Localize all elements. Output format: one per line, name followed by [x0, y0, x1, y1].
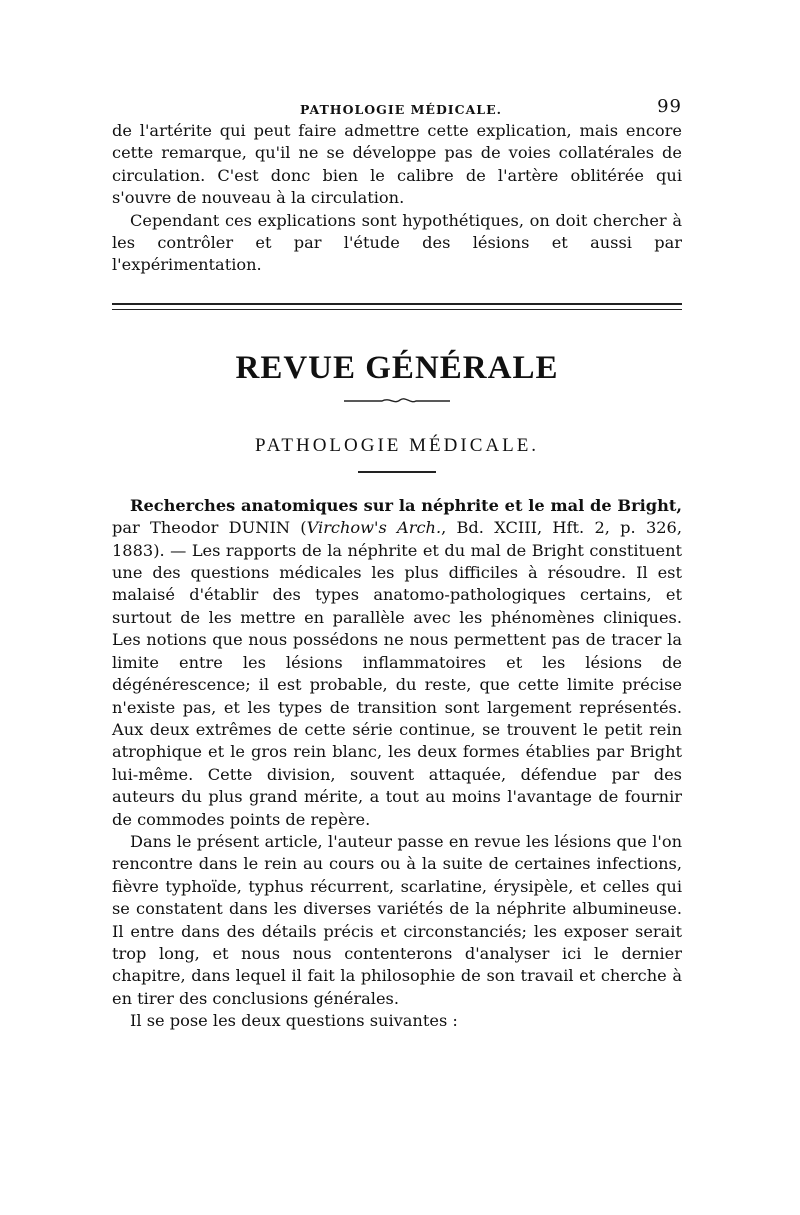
article-paragraph: Il se pose les deux questions suivantes :	[130, 1011, 458, 1031]
subsection-title: PATHOLOGIE MÉDICALE.	[254, 434, 540, 456]
article-journal: Virchow's Arch.	[306, 518, 442, 538]
section-title: REVUE GÉNÉRALE	[235, 349, 559, 386]
page-number: 99	[657, 96, 682, 117]
book-page	[112, 96, 682, 1033]
article-intro-paragraph	[112, 495, 682, 831]
paragraph: Cependant ces explications sont hypothétiques, on doit chercher à les contrôler et par l'étude des lésions et aussi par l'expérimentation.	[112, 210, 682, 275]
continued-paragraph: de l'artérite qui peut faire admettre cette explication, mais encore cette remarque, qu'il ne se développe pas de voies collatérales de circulation. C'est donc bien le calibre de l'artère oblitérée qui s'ouvre de nouveau à la circulation.	[112, 121, 682, 208]
article-body-text: Les rapports de la néphrite et du mal de Bright constituent une des questions médicales les plus difficiles à résoudre. Il est malaisé d'établir des types anatomo-pathologiques certains, et surtout de les mettre en parallèle avec les phénomènes cliniques. Les notions que nous possédons ne nous permettent pas de tracer la limite entre les lésions inflammatoires et les lésions de dégénérescence; il est probable, du reste, que cette limite précise n'existe pas, et les types de transition sont largement représentés. Aux deux extrêmes de cette série continue, se trouvent le petit rein atrophique et le gros rein blanc, les deux formes établies par Bright lui-même. Cette division, souvent attaquée, défendue par des auteurs du plus grand mérite, a tout au moins l'avantage de fournir de commodes points de repère.	[112, 540, 682, 829]
ornament-flourish	[112, 393, 682, 409]
section-divider	[112, 303, 682, 310]
divider-rule	[112, 303, 682, 305]
article-citation: , Bd. XCIII, Hft. 2, p. 326, 1883). —	[112, 518, 682, 560]
short-divider	[358, 471, 436, 473]
article-byline: par Theodor DUNIN (	[112, 518, 307, 538]
article	[112, 495, 682, 1033]
running-head	[112, 96, 682, 120]
divider-rule	[112, 309, 682, 310]
running-title: PATHOLOGIE MÉDICALE.	[300, 102, 502, 117]
flourish-icon	[342, 394, 452, 408]
article-title: Recherches anatomiques sur la néphrite et le mal de Bright,	[130, 495, 682, 515]
article-paragraph: Dans le présent article, l'auteur passe en revue les lésions que l'on rencontre dans le rein au cours ou à la suite de certaines infections, fièvre typhoïde, typhus récurrent, scarlatine, érysipèle, et celles qui se constatent dans les diverses variétés de la néphrite albumineuse. Il entre dans des détails précis et circonstanciés; les exposer serait trop long, et nous nous contenterons d'analyser ici le dernier chapitre, dans lequel il fait la philosophie de son travail et cherche à en tirer des conclusions générales.	[112, 831, 682, 1008]
